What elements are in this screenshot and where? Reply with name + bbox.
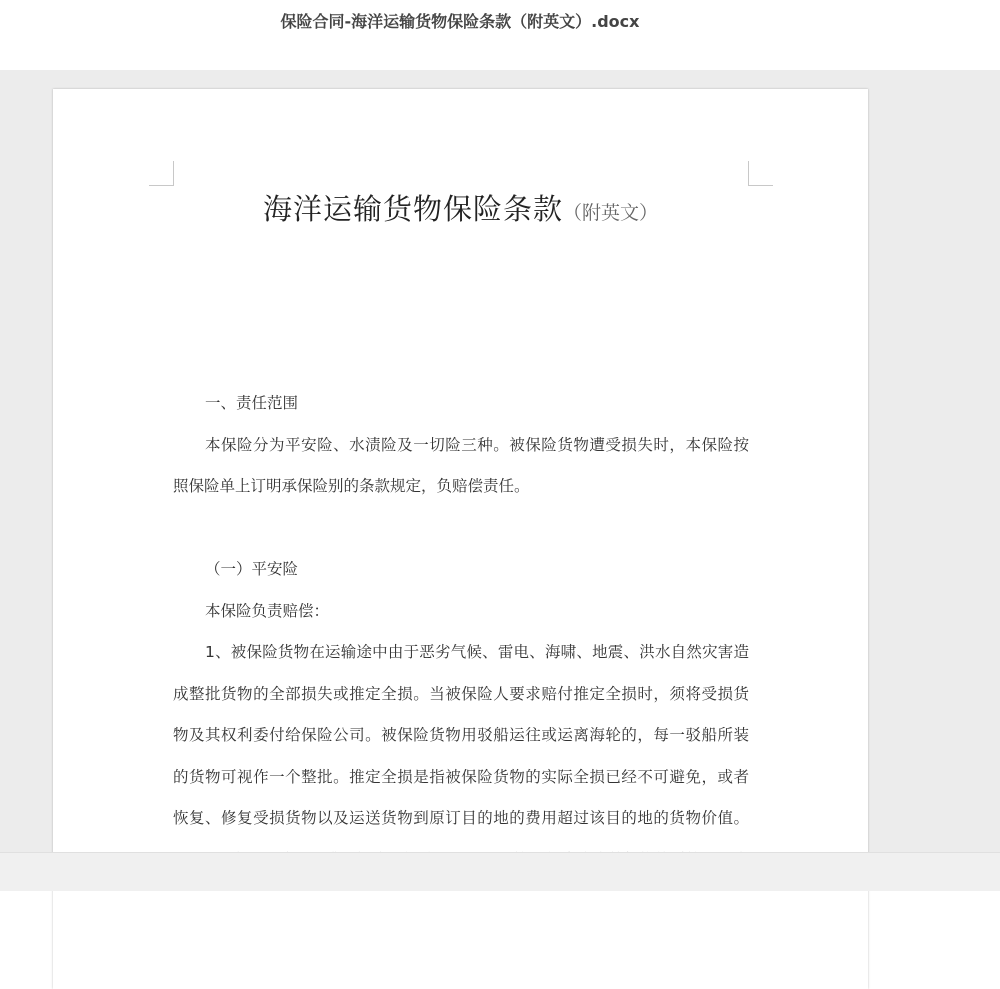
paragraph-line: 本保险分为平安险、水渍险及一切险三种。被保险货物遭受损失时，本保险按 (205, 435, 749, 454)
document-title (53, 187, 868, 228)
document-filename: 保险合同-海洋运输货物保险条款（附英文）.docx (280, 12, 640, 31)
paragraph-line: 恢复、修复受损货物以及运送货物到原订目的地的费用超过该目的地的货物价值。 (173, 809, 749, 827)
subsection-heading: （一）平安险 (205, 560, 299, 578)
section-heading: 一、责任范围 (205, 394, 299, 412)
paragraph-line: 1、被保险货物在运输途中由于恶劣气候、雷电、海啸、地震、洪水自然灾害造 (205, 643, 749, 661)
bottom-bar (0, 852, 1000, 891)
paragraph-line: 照保险单上订明承保险别的条款规定，负赔偿责任。 (173, 477, 530, 495)
document-title-sub: （附英文） (563, 202, 659, 224)
blank-line (173, 508, 749, 550)
paragraph-line: 本保险负责赔偿： (205, 601, 330, 620)
document-title-main: 海洋运输货物保险条款 (262, 192, 563, 226)
paragraph-line: 成整批货物的全部损失或推定全损。当被保险人要求赔付推定全损时，须将受损货 (173, 684, 749, 703)
title-bar (0, 0, 1000, 70)
document-body (173, 383, 749, 881)
paragraph-line: 的货物可视作一个整批。推定全损是指被保险货物的实际全损已经不可避免，或者 (173, 767, 749, 786)
margin-corner-top-left (149, 161, 174, 186)
document-viewer[interactable] (0, 70, 1000, 852)
paragraph-line: 物及其权利委付给保险公司。被保险货物用驳船运往或运离海轮的，每一驳船所装 (173, 726, 749, 744)
margin-corner-top-right (748, 161, 773, 186)
